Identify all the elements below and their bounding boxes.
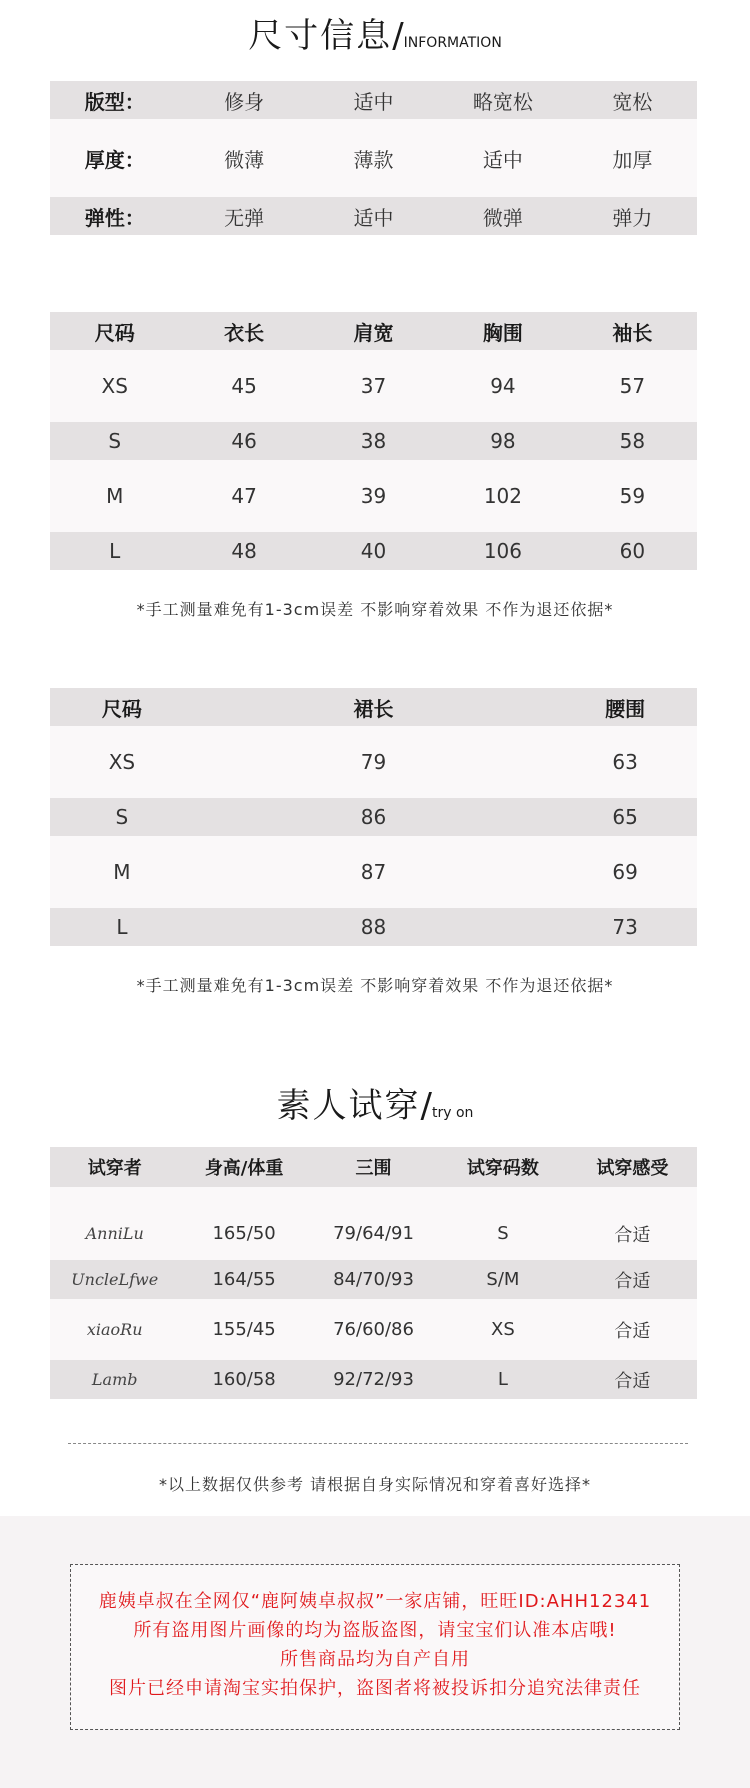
table-header-row: [50, 688, 697, 726]
measurement-note: *手工测量难免有1-3cm误差 不影响穿着效果 不作为退还依据*: [136, 600, 614, 619]
fit-label: 版型：: [84, 89, 145, 114]
table-cell: 73: [612, 915, 638, 939]
tester-name: xiaoRu: [86, 1320, 143, 1339]
table-cell: 164/55: [212, 1269, 276, 1290]
table-row: [50, 350, 697, 422]
column-header: 尺码: [101, 696, 142, 721]
table-cell: 58: [619, 429, 646, 453]
table-cell: 88: [360, 915, 387, 939]
notice-line: 所售商品均为自产自用: [280, 1649, 470, 1670]
table-cell: L: [497, 1369, 508, 1390]
size-info-title: 尺寸信息/INFORMATION: [248, 16, 502, 56]
fit-value: 修身: [224, 89, 265, 114]
table-cell: 92/72/93: [333, 1369, 414, 1390]
measurement-note: *手工测量难免有1-3cm误差 不影响穿着效果 不作为退还依据*: [136, 976, 614, 995]
table-cell: 60: [619, 539, 646, 563]
table-cell: 84/70/93: [333, 1269, 414, 1290]
fit-value: 宽松: [612, 89, 653, 114]
tester-name: Lamb: [91, 1370, 138, 1389]
thickness-value: 薄款: [353, 147, 394, 172]
table-header-row: [50, 312, 697, 350]
table-cell: 102: [483, 484, 523, 508]
table-cell: M: [113, 860, 131, 884]
table-cell: XS: [101, 374, 128, 398]
try-on-title: 素人试穿/try on: [276, 1086, 474, 1126]
column-header: 试穿感受: [596, 1158, 669, 1179]
elasticity-row: [50, 197, 697, 235]
thickness-value: 加厚: [612, 147, 653, 172]
table-cell: M: [106, 484, 124, 508]
table-cell: 38: [360, 429, 387, 453]
column-header: 三围: [355, 1158, 392, 1179]
table-cell: 合适: [614, 1320, 651, 1342]
skirt-size-table: [50, 688, 697, 946]
table-cell: 69: [612, 860, 638, 884]
table-cell: 79/64/91: [333, 1223, 414, 1244]
elasticity-value: 适中: [353, 205, 394, 230]
column-header: 腰围: [605, 696, 646, 721]
table-cell: 63: [612, 750, 638, 774]
table-row: [50, 422, 697, 460]
table-row: [50, 836, 697, 908]
table-cell: S: [115, 805, 129, 829]
table-cell: XS: [108, 750, 136, 774]
table-cell: L: [116, 915, 128, 939]
table-row: [50, 1187, 697, 1260]
table-cell: 86: [360, 805, 387, 829]
top-size-table: [50, 312, 697, 570]
notice-line: 图片已经申请淘宝实拍保护，盗图者将被投诉扣分追究法律责任: [109, 1678, 641, 1699]
table-row: [50, 908, 697, 946]
table-cell: 65: [612, 805, 638, 829]
table-cell: 165/50: [212, 1223, 276, 1244]
table-cell: 40: [360, 539, 387, 563]
elasticity-value: 弹力: [612, 205, 653, 230]
table-header-row: [50, 1147, 697, 1187]
column-header: 衣长: [224, 320, 265, 345]
table-cell: 47: [231, 484, 257, 508]
table-row: [50, 532, 697, 570]
table-cell: 57: [619, 374, 646, 398]
table-cell: 46: [231, 429, 257, 453]
column-header: 袖长: [612, 320, 653, 345]
table-cell: 79: [360, 750, 387, 774]
table-cell: 45: [231, 374, 257, 398]
column-header: 尺码: [94, 320, 135, 345]
fit-value: 略宽松: [472, 89, 533, 114]
table-cell: 合适: [614, 1370, 651, 1392]
table-row: [50, 1299, 697, 1360]
table-cell: S: [108, 429, 122, 453]
table-cell: L: [109, 539, 121, 563]
table-row: [50, 460, 697, 532]
table-row: [50, 1260, 697, 1299]
tester-name: UncleLfwe: [71, 1270, 159, 1289]
table-row: [50, 1360, 697, 1399]
reference-note: *以上数据仅供参考 请根据自身实际情况和穿着喜好选择*: [158, 1475, 592, 1494]
table-cell: 37: [360, 374, 387, 398]
column-header: 试穿码数: [466, 1158, 539, 1179]
table-cell: 59: [619, 484, 646, 508]
try-on-table: [50, 1147, 697, 1399]
thickness-label: 厚度：: [84, 147, 145, 172]
tester-name: AnniLu: [85, 1224, 144, 1243]
column-header: 裙长: [353, 696, 394, 721]
table-row: [50, 726, 697, 798]
fit-table: [50, 81, 697, 235]
table-cell: 106: [483, 539, 523, 563]
table-cell: 39: [360, 484, 387, 508]
fit-value: 适中: [353, 89, 394, 114]
column-header: 试穿者: [87, 1158, 142, 1179]
table-cell: 160/58: [212, 1369, 276, 1390]
table-cell: 48: [231, 539, 257, 563]
table-cell: XS: [491, 1319, 515, 1340]
dashed-divider: [68, 1443, 688, 1444]
table-cell: 87: [360, 860, 387, 884]
thickness-value: 微薄: [224, 147, 265, 172]
column-header: 肩宽: [353, 320, 394, 345]
table-cell: 76/60/86: [333, 1319, 414, 1340]
notice-line: 所有盗用图片画像的均为盗版盗图，请宝宝们认准本店哦!: [133, 1620, 617, 1641]
thickness-row: [50, 119, 697, 197]
elasticity-value: 无弹: [224, 205, 265, 230]
table-cell: 155/45: [212, 1319, 276, 1340]
column-header: 身高/体重: [204, 1158, 284, 1179]
table-cell: S: [497, 1223, 509, 1244]
notice-line: 鹿姨卓叔在全网仅“鹿阿姨卓叔叔”一家店铺，旺旺ID:AHH12341: [98, 1591, 652, 1612]
thickness-value: 适中: [482, 147, 523, 172]
table-cell: 合适: [614, 1270, 651, 1292]
table-row: [50, 798, 697, 836]
fit-row: [50, 81, 697, 119]
table-cell: S/M: [486, 1269, 520, 1290]
elasticity-label: 弹性：: [84, 205, 145, 230]
table-cell: 94: [490, 374, 516, 398]
copyright-notice-box: [70, 1564, 680, 1730]
table-cell: 合适: [614, 1224, 651, 1246]
elasticity-value: 微弹: [482, 205, 523, 230]
table-cell: 98: [490, 429, 516, 453]
column-header: 胸围: [482, 320, 523, 345]
